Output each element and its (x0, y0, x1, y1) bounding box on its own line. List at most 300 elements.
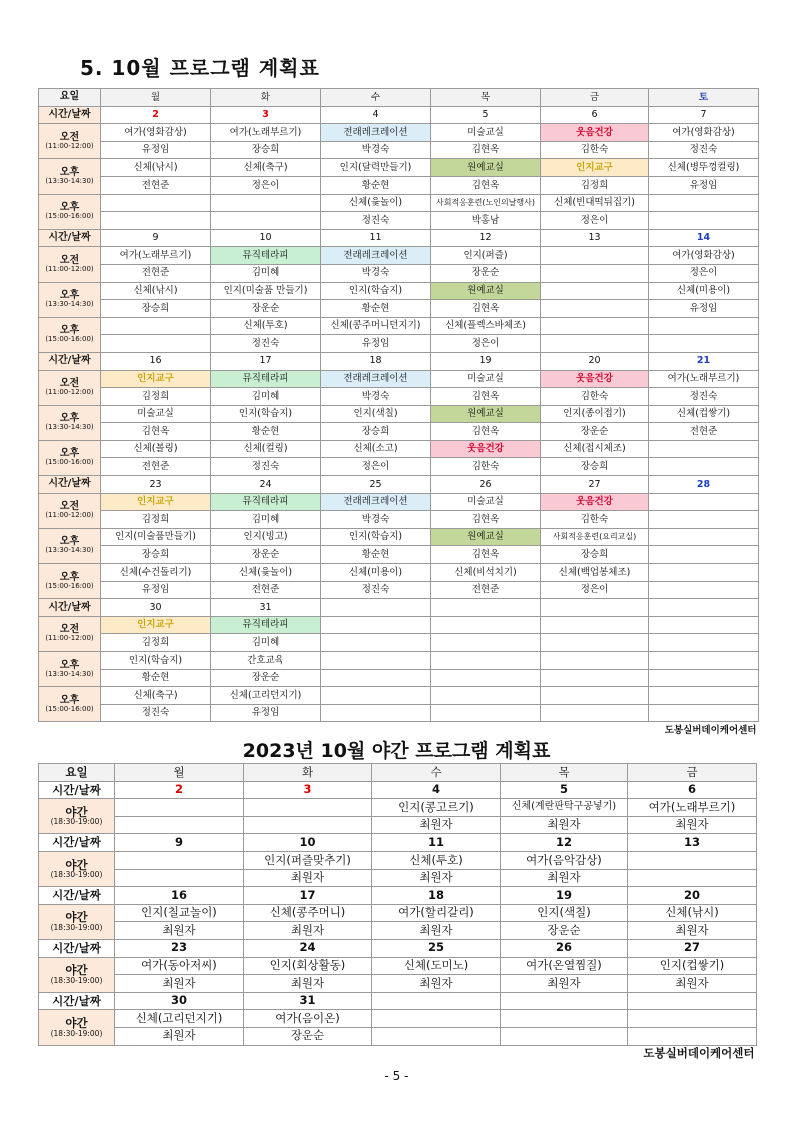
program-cell: 신체(컵쌓기) (649, 405, 759, 423)
program-cell: 여가(영화감상) (101, 124, 211, 142)
afternoon1-label-text: 오후 (59, 166, 80, 178)
date-cell: 12 (431, 229, 541, 247)
night-label-time: (18:30-19:00) (50, 817, 103, 827)
staff-cell: 유정임 (211, 704, 321, 722)
afternoon1-program-row (39, 528, 759, 546)
staff-cell: 전현준 (101, 264, 211, 282)
weekday-cell: 토 (649, 89, 759, 107)
night-program-cell: 인지(칠교놀이) (115, 904, 244, 922)
date-cell: 19 (431, 352, 541, 370)
afternoon2-program-row (39, 440, 759, 458)
morning-program-row (39, 124, 759, 142)
night-footer-row (39, 1045, 757, 1062)
staff-cell: 장승희 (541, 458, 649, 476)
staff-cell: 유정임 (101, 581, 211, 599)
date-cell: 6 (541, 106, 649, 124)
night-staff-cell (628, 869, 757, 887)
staff-cell: 황순현 (101, 669, 211, 687)
morning-program-row (39, 616, 759, 634)
staff-cell (431, 704, 541, 722)
staff-cell: 정은이 (321, 458, 431, 476)
staff-cell: 김현옥 (431, 511, 541, 529)
night-staff-cell: 최원자 (501, 869, 628, 887)
afternoon2-label (39, 317, 101, 352)
night-date-cell: 25 (372, 939, 501, 957)
night-program-cell (628, 851, 757, 869)
night-label-text: 야간 (65, 963, 88, 978)
program-cell: 인지교구 (101, 493, 211, 511)
night-staff-cell (628, 1027, 757, 1045)
night-program-cell: 신체(계란판탁구공넣기) (501, 799, 628, 817)
program-cell: 신체(축구) (211, 159, 321, 177)
weekday-cell: 목 (431, 89, 541, 107)
program-cell (649, 317, 759, 335)
program-cell: 신체(병뚜껑컬링) (649, 159, 759, 177)
night-program-cell: 인지(콩고르기) (372, 799, 501, 817)
program-cell: 인지(빙고) (211, 528, 321, 546)
program-cell: 신체(낚시) (101, 282, 211, 300)
staff-cell: 정진숙 (321, 212, 431, 230)
night-program-cell (501, 1010, 628, 1028)
night-program-row (39, 957, 757, 975)
afternoon1-label-time: (13:30-14:30) (45, 176, 94, 185)
program-cell: 사회적응훈련(노인의날행사) (431, 194, 541, 212)
staff-cell (101, 212, 211, 230)
staff-cell (541, 264, 649, 282)
night-staff-cell: 최원자 (372, 922, 501, 940)
night-date-row (39, 887, 757, 905)
date-cell: 5 (431, 106, 541, 124)
night-date-row (39, 939, 757, 957)
staff-cell: 전현준 (649, 423, 759, 441)
afternoon2-program-row (39, 687, 759, 705)
night-date-cell: 24 (244, 939, 372, 957)
night-label (39, 904, 115, 939)
staff-cell (541, 634, 649, 652)
morning-label (39, 247, 101, 282)
program-cell: 신체(낚시) (101, 159, 211, 177)
night-weekday-header-row (39, 764, 757, 782)
afternoon2-label-text: 오후 (59, 571, 80, 583)
staff-cell (321, 634, 431, 652)
night-date-cell: 27 (628, 939, 757, 957)
date-label-text: 시간/날짜 (48, 232, 91, 244)
weekday-cell: 금 (541, 89, 649, 107)
night-date-cell: 3 (244, 781, 372, 799)
night-program-cell: 인지(퍼즐맞추기) (244, 851, 372, 869)
program-cell: 전래레크레이션 (321, 370, 431, 388)
night-program-cell: 신체(도미노) (372, 957, 501, 975)
morning-label-text: 오전 (59, 131, 80, 143)
program-cell: 미술교실 (101, 405, 211, 423)
night-staff-cell: 최원자 (115, 1027, 244, 1045)
night-date-label-text: 시간/날짜 (52, 993, 101, 1008)
night-date-cell: 23 (115, 939, 244, 957)
night-program-cell: 여가(노래부르기) (628, 799, 757, 817)
night-program-table (38, 763, 757, 1062)
night-program-row (39, 1010, 757, 1028)
program-cell (649, 652, 759, 670)
staff-cell: 장운순 (211, 300, 321, 318)
night-program-cell: 여가(온열찜질) (501, 957, 628, 975)
afternoon2-label (39, 194, 101, 229)
morning-label (39, 124, 101, 159)
staff-cell: 김정희 (101, 511, 211, 529)
staff-cell: 김미혜 (211, 511, 321, 529)
program-cell: 간호교육 (211, 652, 321, 670)
night-label (39, 1010, 115, 1045)
program-cell: 원예교실 (431, 282, 541, 300)
staff-cell: 박경숙 (321, 141, 431, 159)
staff-cell: 김현옥 (101, 423, 211, 441)
night-program-cell: 인지(색칠) (501, 904, 628, 922)
night-date-label (39, 992, 115, 1010)
night-program-cell: 신체(투호) (372, 851, 501, 869)
night-staff-cell: 최원자 (628, 922, 757, 940)
program-cell: 신체(수건돌리기) (101, 564, 211, 582)
date-cell: 20 (541, 352, 649, 370)
program-cell (649, 564, 759, 582)
staff-cell: 유정임 (321, 335, 431, 353)
program-cell: 웃음건강 (541, 370, 649, 388)
weekday-cell: 화 (211, 89, 321, 107)
afternoon2-label-time: (15:00-16:00) (45, 212, 94, 221)
weekday-label-text: 요일 (59, 91, 80, 103)
afternoon1-program-row (39, 405, 759, 423)
night-staff-cell: 장운순 (244, 1027, 372, 1045)
morning-label-time: (11:00-12:00) (45, 141, 94, 150)
night-date-cell: 16 (115, 887, 244, 905)
staff-cell: 김한숙 (541, 511, 649, 529)
morning-staff-row (39, 141, 759, 159)
weekday-label (39, 89, 101, 107)
program-cell: 인지(학습지) (321, 282, 431, 300)
night-label-time: (18:30-19:00) (50, 975, 103, 985)
staff-cell: 정진숙 (321, 581, 431, 599)
staff-cell (431, 634, 541, 652)
staff-cell: 장승희 (541, 546, 649, 564)
program-cell: 여가(노래부르기) (649, 370, 759, 388)
night-staff-row (39, 975, 757, 993)
night-date-cell: 5 (501, 781, 628, 799)
program-cell (541, 247, 649, 265)
night-staff-cell (115, 816, 244, 834)
staff-cell (101, 335, 211, 353)
staff-cell: 장운순 (431, 264, 541, 282)
date-cell: 11 (321, 229, 431, 247)
program-cell: 신체(미용이) (649, 282, 759, 300)
program-cell (541, 317, 649, 335)
night-program-cell (628, 1010, 757, 1028)
date-cell: 14 (649, 229, 759, 247)
night-label-text: 야간 (65, 1015, 88, 1030)
afternoon2-staff-row (39, 212, 759, 230)
program-cell (321, 652, 431, 670)
date-cell: 28 (649, 476, 759, 494)
morning-label-time: (11:00-12:00) (45, 264, 94, 273)
date-cell: 18 (321, 352, 431, 370)
night-date-cell: 30 (115, 992, 244, 1010)
staff-cell: 장승희 (101, 546, 211, 564)
program-cell: 신체(비석치기) (431, 564, 541, 582)
date-label (39, 352, 101, 370)
night-staff-cell: 최원자 (244, 922, 372, 940)
staff-cell (321, 669, 431, 687)
night-date-label-text: 시간/날짜 (52, 835, 101, 850)
night-date-cell: 11 (372, 834, 501, 852)
afternoon2-staff-row (39, 335, 759, 353)
afternoon1-label (39, 282, 101, 317)
afternoon1-label-text: 오후 (59, 413, 80, 425)
date-cell: 23 (101, 476, 211, 494)
night-weekday-label-text: 요일 (65, 764, 88, 779)
staff-cell: 정은이 (541, 581, 649, 599)
staff-cell: 김한숙 (431, 458, 541, 476)
night-program-row (39, 904, 757, 922)
date-label-text: 시간/날짜 (48, 478, 91, 490)
night-date-row (39, 781, 757, 799)
date-cell: 26 (431, 476, 541, 494)
staff-cell (649, 546, 759, 564)
program-cell (101, 317, 211, 335)
staff-cell: 유정임 (101, 141, 211, 159)
date-cell: 27 (541, 476, 649, 494)
afternoon1-staff-row (39, 546, 759, 564)
staff-cell: 정진숙 (211, 458, 321, 476)
program-cell: 인지교구 (101, 370, 211, 388)
program-cell (649, 616, 759, 634)
night-date-cell: 18 (372, 887, 501, 905)
program-cell: 신체(축구) (101, 687, 211, 705)
staff-cell: 박경숙 (321, 388, 431, 406)
morning-label-time: (11:00-12:00) (45, 634, 94, 643)
afternoon2-staff-row (39, 458, 759, 476)
night-program-cell: 신체(콩주머니) (244, 904, 372, 922)
program-cell (649, 194, 759, 212)
night-date-label (39, 781, 115, 799)
program-cell (211, 194, 321, 212)
staff-cell (649, 704, 759, 722)
program-cell: 신체(고리던지기) (211, 687, 321, 705)
night-staff-cell: 최원자 (628, 975, 757, 993)
page-title: 5. 10월 프로그램 계획표 (80, 56, 320, 80)
program-cell: 전래레크레이션 (321, 124, 431, 142)
night-program-row (39, 851, 757, 869)
afternoon2-label (39, 687, 101, 722)
date-label (39, 476, 101, 494)
afternoon1-label (39, 652, 101, 687)
program-cell: 인지(색칠) (321, 405, 431, 423)
night-staff-row (39, 816, 757, 834)
night-staff-row (39, 1027, 757, 1045)
morning-label-time: (11:00-12:00) (45, 388, 94, 397)
night-date-cell: 20 (628, 887, 757, 905)
program-cell: 웃음건강 (431, 440, 541, 458)
afternoon1-program-row (39, 282, 759, 300)
program-cell: 전래레크레이션 (321, 493, 431, 511)
date-cell: 30 (101, 599, 211, 617)
morning-label (39, 370, 101, 405)
staff-cell: 김현옥 (431, 141, 541, 159)
night-staff-cell (372, 1027, 501, 1045)
date-cell: 10 (211, 229, 321, 247)
date-cell: 17 (211, 352, 321, 370)
program-cell: 여가(노래부르기) (211, 124, 321, 142)
program-cell: 뮤직테라피 (211, 247, 321, 265)
date-cell: 2 (101, 106, 211, 124)
program-cell: 신체(접시체조) (541, 440, 649, 458)
morning-label (39, 616, 101, 651)
staff-cell (321, 704, 431, 722)
afternoon2-program-row (39, 564, 759, 582)
morning-staff-row (39, 511, 759, 529)
night-staff-cell: 최원자 (372, 869, 501, 887)
date-label (39, 229, 101, 247)
program-cell: 웃음건강 (541, 124, 649, 142)
afternoon1-label (39, 405, 101, 440)
date-cell: 4 (321, 106, 431, 124)
program-cell: 신체(플렉스바체조) (431, 317, 541, 335)
staff-cell: 전현준 (101, 458, 211, 476)
night-date-cell (501, 992, 628, 1010)
staff-cell: 박경숙 (321, 264, 431, 282)
staff-cell (541, 335, 649, 353)
staff-cell: 김한숙 (541, 388, 649, 406)
program-cell: 인지(학습지) (101, 652, 211, 670)
date-cell: 9 (101, 229, 211, 247)
night-label-text: 야간 (65, 910, 88, 925)
program-cell: 인지(달력만들기) (321, 159, 431, 177)
staff-cell: 정진숙 (211, 335, 321, 353)
night-program-cell: 인지(회상활동) (244, 957, 372, 975)
night-staff-cell (501, 1027, 628, 1045)
staff-cell: 장운순 (211, 669, 321, 687)
staff-cell: 김현옥 (431, 546, 541, 564)
morning-label-text: 오전 (59, 501, 80, 513)
program-cell: 인지(학습지) (211, 405, 321, 423)
afternoon1-staff-row (39, 300, 759, 318)
program-cell (431, 687, 541, 705)
morning-staff-row (39, 634, 759, 652)
staff-cell: 정진숙 (101, 704, 211, 722)
program-cell (541, 652, 649, 670)
night-staff-cell (244, 816, 372, 834)
date-row (39, 476, 759, 494)
program-cell (541, 282, 649, 300)
staff-cell (649, 458, 759, 476)
program-cell: 신체(백업봉체조) (541, 564, 649, 582)
afternoon2-label (39, 564, 101, 599)
night-staff-cell: 최원자 (372, 816, 501, 834)
program-cell: 신체(빈대떡뒤집기) (541, 194, 649, 212)
morning-staff-row (39, 388, 759, 406)
staff-cell (649, 335, 759, 353)
date-label (39, 599, 101, 617)
staff-cell: 유정임 (649, 176, 759, 194)
morning-staff-row (39, 264, 759, 282)
date-cell: 24 (211, 476, 321, 494)
staff-cell: 황순현 (211, 423, 321, 441)
afternoon2-staff-row (39, 581, 759, 599)
program-cell: 인지(종이접기) (541, 405, 649, 423)
night-staff-cell: 최원자 (372, 975, 501, 993)
night-date-label-text: 시간/날짜 (52, 888, 101, 903)
program-cell: 미술교실 (431, 493, 541, 511)
night-weekday-cell: 화 (244, 764, 372, 782)
night-date-cell: 9 (115, 834, 244, 852)
weekday-header-row (39, 89, 759, 107)
afternoon2-label-text: 오후 (59, 448, 80, 460)
program-cell (541, 616, 649, 634)
night-label-time: (18:30-19:00) (50, 923, 103, 933)
afternoon2-label-time: (15:00-16:00) (45, 581, 94, 590)
night-staff-cell: 최원자 (244, 975, 372, 993)
afternoon2-program-row (39, 317, 759, 335)
staff-cell: 김현옥 (431, 388, 541, 406)
weekday-cell: 수 (321, 89, 431, 107)
date-cell: 7 (649, 106, 759, 124)
program-cell: 웃음건강 (541, 493, 649, 511)
staff-cell: 김미혜 (211, 264, 321, 282)
night-date-cell: 6 (628, 781, 757, 799)
date-cell: 31 (211, 599, 321, 617)
night-date-cell: 2 (115, 781, 244, 799)
date-label (39, 106, 101, 124)
night-date-cell (628, 992, 757, 1010)
staff-cell (649, 212, 759, 230)
night-weekday-cell: 월 (115, 764, 244, 782)
staff-cell (649, 634, 759, 652)
night-date-cell: 12 (501, 834, 628, 852)
morning-program-row (39, 493, 759, 511)
afternoon1-program-row (39, 159, 759, 177)
afternoon1-program-row (39, 652, 759, 670)
program-cell (649, 528, 759, 546)
date-cell: 25 (321, 476, 431, 494)
staff-cell (649, 669, 759, 687)
night-date-cell (372, 992, 501, 1010)
afternoon2-label-text: 오후 (59, 694, 80, 706)
afternoon1-staff-row (39, 423, 759, 441)
night-date-row (39, 834, 757, 852)
program-cell (431, 652, 541, 670)
staff-cell (541, 704, 649, 722)
morning-label-text: 오전 (59, 378, 80, 390)
staff-cell (211, 212, 321, 230)
morning-label (39, 493, 101, 528)
page-number: - 5 - (384, 1069, 409, 1083)
program-cell: 신체(투호) (211, 317, 321, 335)
morning-program-row (39, 370, 759, 388)
night-program-cell (115, 851, 244, 869)
staff-cell: 김미혜 (211, 634, 321, 652)
night-weekday-label (39, 764, 115, 782)
afternoon2-program-row (39, 194, 759, 212)
program-cell: 신체(소고) (321, 440, 431, 458)
night-date-cell: 31 (244, 992, 372, 1010)
night-staff-cell: 장운순 (501, 922, 628, 940)
staff-cell: 김현옥 (431, 423, 541, 441)
staff-cell: 장운순 (541, 423, 649, 441)
program-cell (541, 687, 649, 705)
staff-cell: 정진숙 (649, 388, 759, 406)
night-date-cell: 26 (501, 939, 628, 957)
night-program-cell: 신체(낚시) (628, 904, 757, 922)
staff-cell: 유정임 (649, 300, 759, 318)
staff-cell: 박홍남 (431, 212, 541, 230)
program-cell: 원예교실 (431, 159, 541, 177)
program-cell: 뮤직테라피 (211, 493, 321, 511)
